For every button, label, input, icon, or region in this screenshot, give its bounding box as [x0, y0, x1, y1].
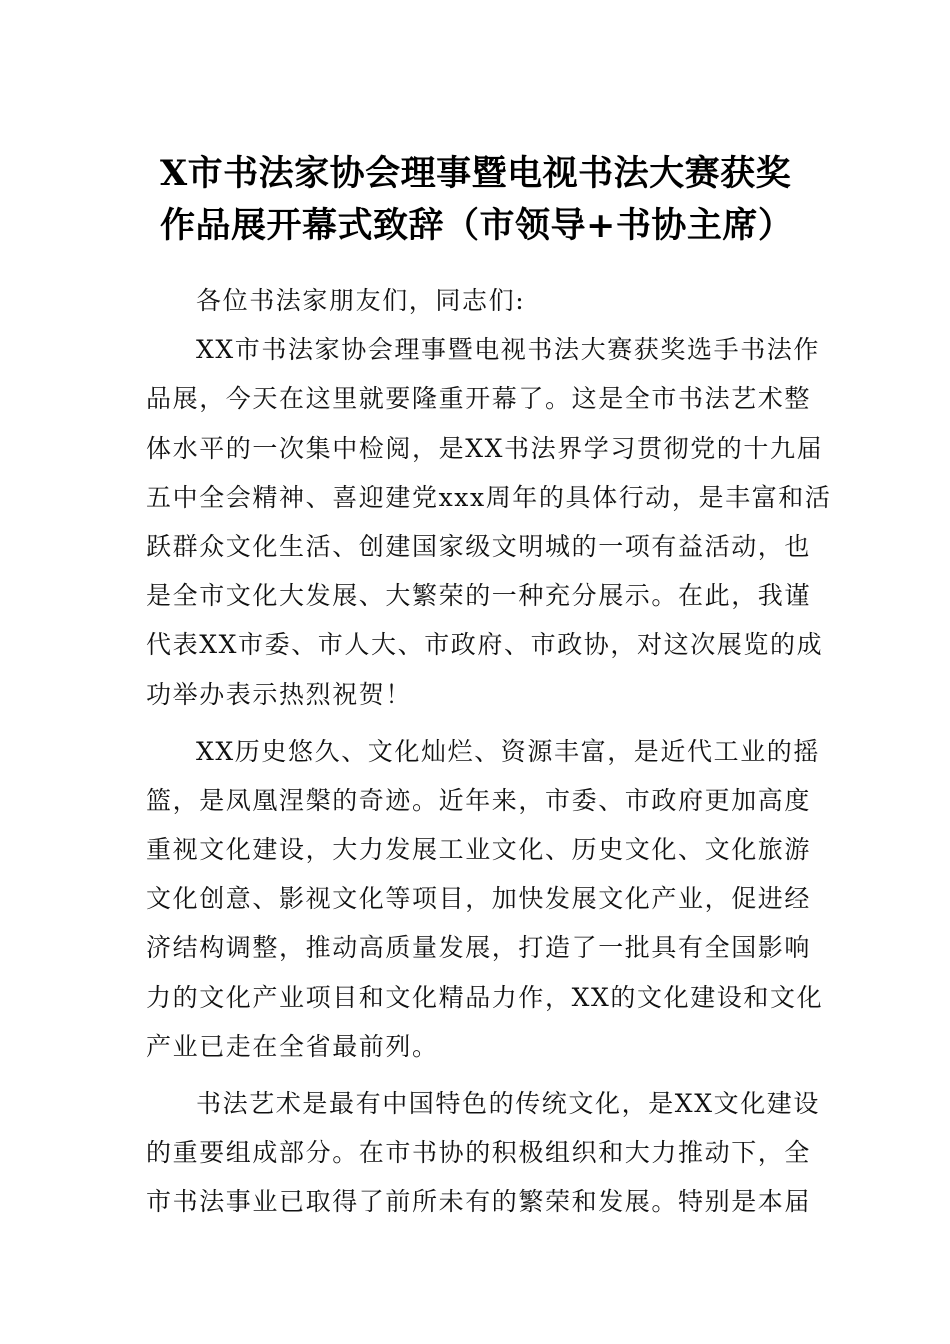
paragraph-line: 的重要组成部分。在市书协的积极组织和大力推动下，全 — [146, 1138, 812, 1168]
paragraph-line: 五中全会精神、喜迎建党xxx周年的具体行动，是丰富和活 — [146, 482, 832, 512]
paragraph-line: 重视文化建设，大力发展工业文化、历史文化、文化旅游 — [146, 835, 812, 865]
paragraph-3 — [146, 1079, 820, 1227]
paragraph-2 — [146, 727, 824, 1071]
title-line-1: X市书法家协会理事暨电视书法大赛获奖 — [160, 153, 792, 194]
paragraph-line: 是全市文化大发展、大繁荣的一种充分展示。在此，我谨 — [146, 581, 812, 611]
paragraph-line: XX历史悠久、文化灿烂、资源丰富，是近代工业的摇 — [196, 736, 820, 766]
paragraph-line: 功举办表示热烈祝贺！ — [146, 679, 413, 709]
salutation: 各位书法家朋友们，同志们: — [196, 286, 526, 315]
paragraph-line: 篮，是凤凰涅槃的奇迹。近年来，市委、市政府更加高度 — [146, 785, 812, 815]
paragraph-line: 品展，今天在这里就要隆重开幕了。这是全市书法艺术整 — [146, 384, 812, 414]
paragraph-line: 力的文化产业项目和文化精品力作，XX的文化建设和文化 — [146, 982, 824, 1012]
paragraph-line: 跃群众文化生活、创建国家级文明城的一项有益活动，也 — [146, 531, 812, 561]
paragraph-line: 济结构调整，推动高质量发展，打造了一批具有全国影响 — [146, 933, 812, 963]
paragraph-line: 文化创意、影视文化等项目，加快发展文化产业，促进经 — [146, 884, 812, 914]
paragraph-line: 代表XX市委、市人大、市政府、市政协，对这次展览的成 — [146, 630, 824, 660]
paragraph-line: 书法艺术是最有中国特色的传统文化，是XX文化建设 — [196, 1089, 820, 1118]
paragraph-line: XX市书法家协会理事暨电视书法大赛获奖选手书法作 — [196, 335, 820, 365]
document-body — [146, 276, 832, 1227]
paragraph-1 — [146, 325, 832, 719]
document-title — [146, 148, 816, 252]
title-line-2: 作品展开幕式致辞（市领导+书协主席） — [160, 205, 794, 246]
paragraph-line: 市书法事业已取得了前所未有的繁荣和发展。特别是本届 — [146, 1187, 812, 1217]
paragraph-line: 体水平的一次集中检阅，是XX书法界学习贯彻党的十九届 — [146, 433, 824, 463]
paragraph-line: 产业已走在全省最前列。 — [146, 1031, 439, 1061]
